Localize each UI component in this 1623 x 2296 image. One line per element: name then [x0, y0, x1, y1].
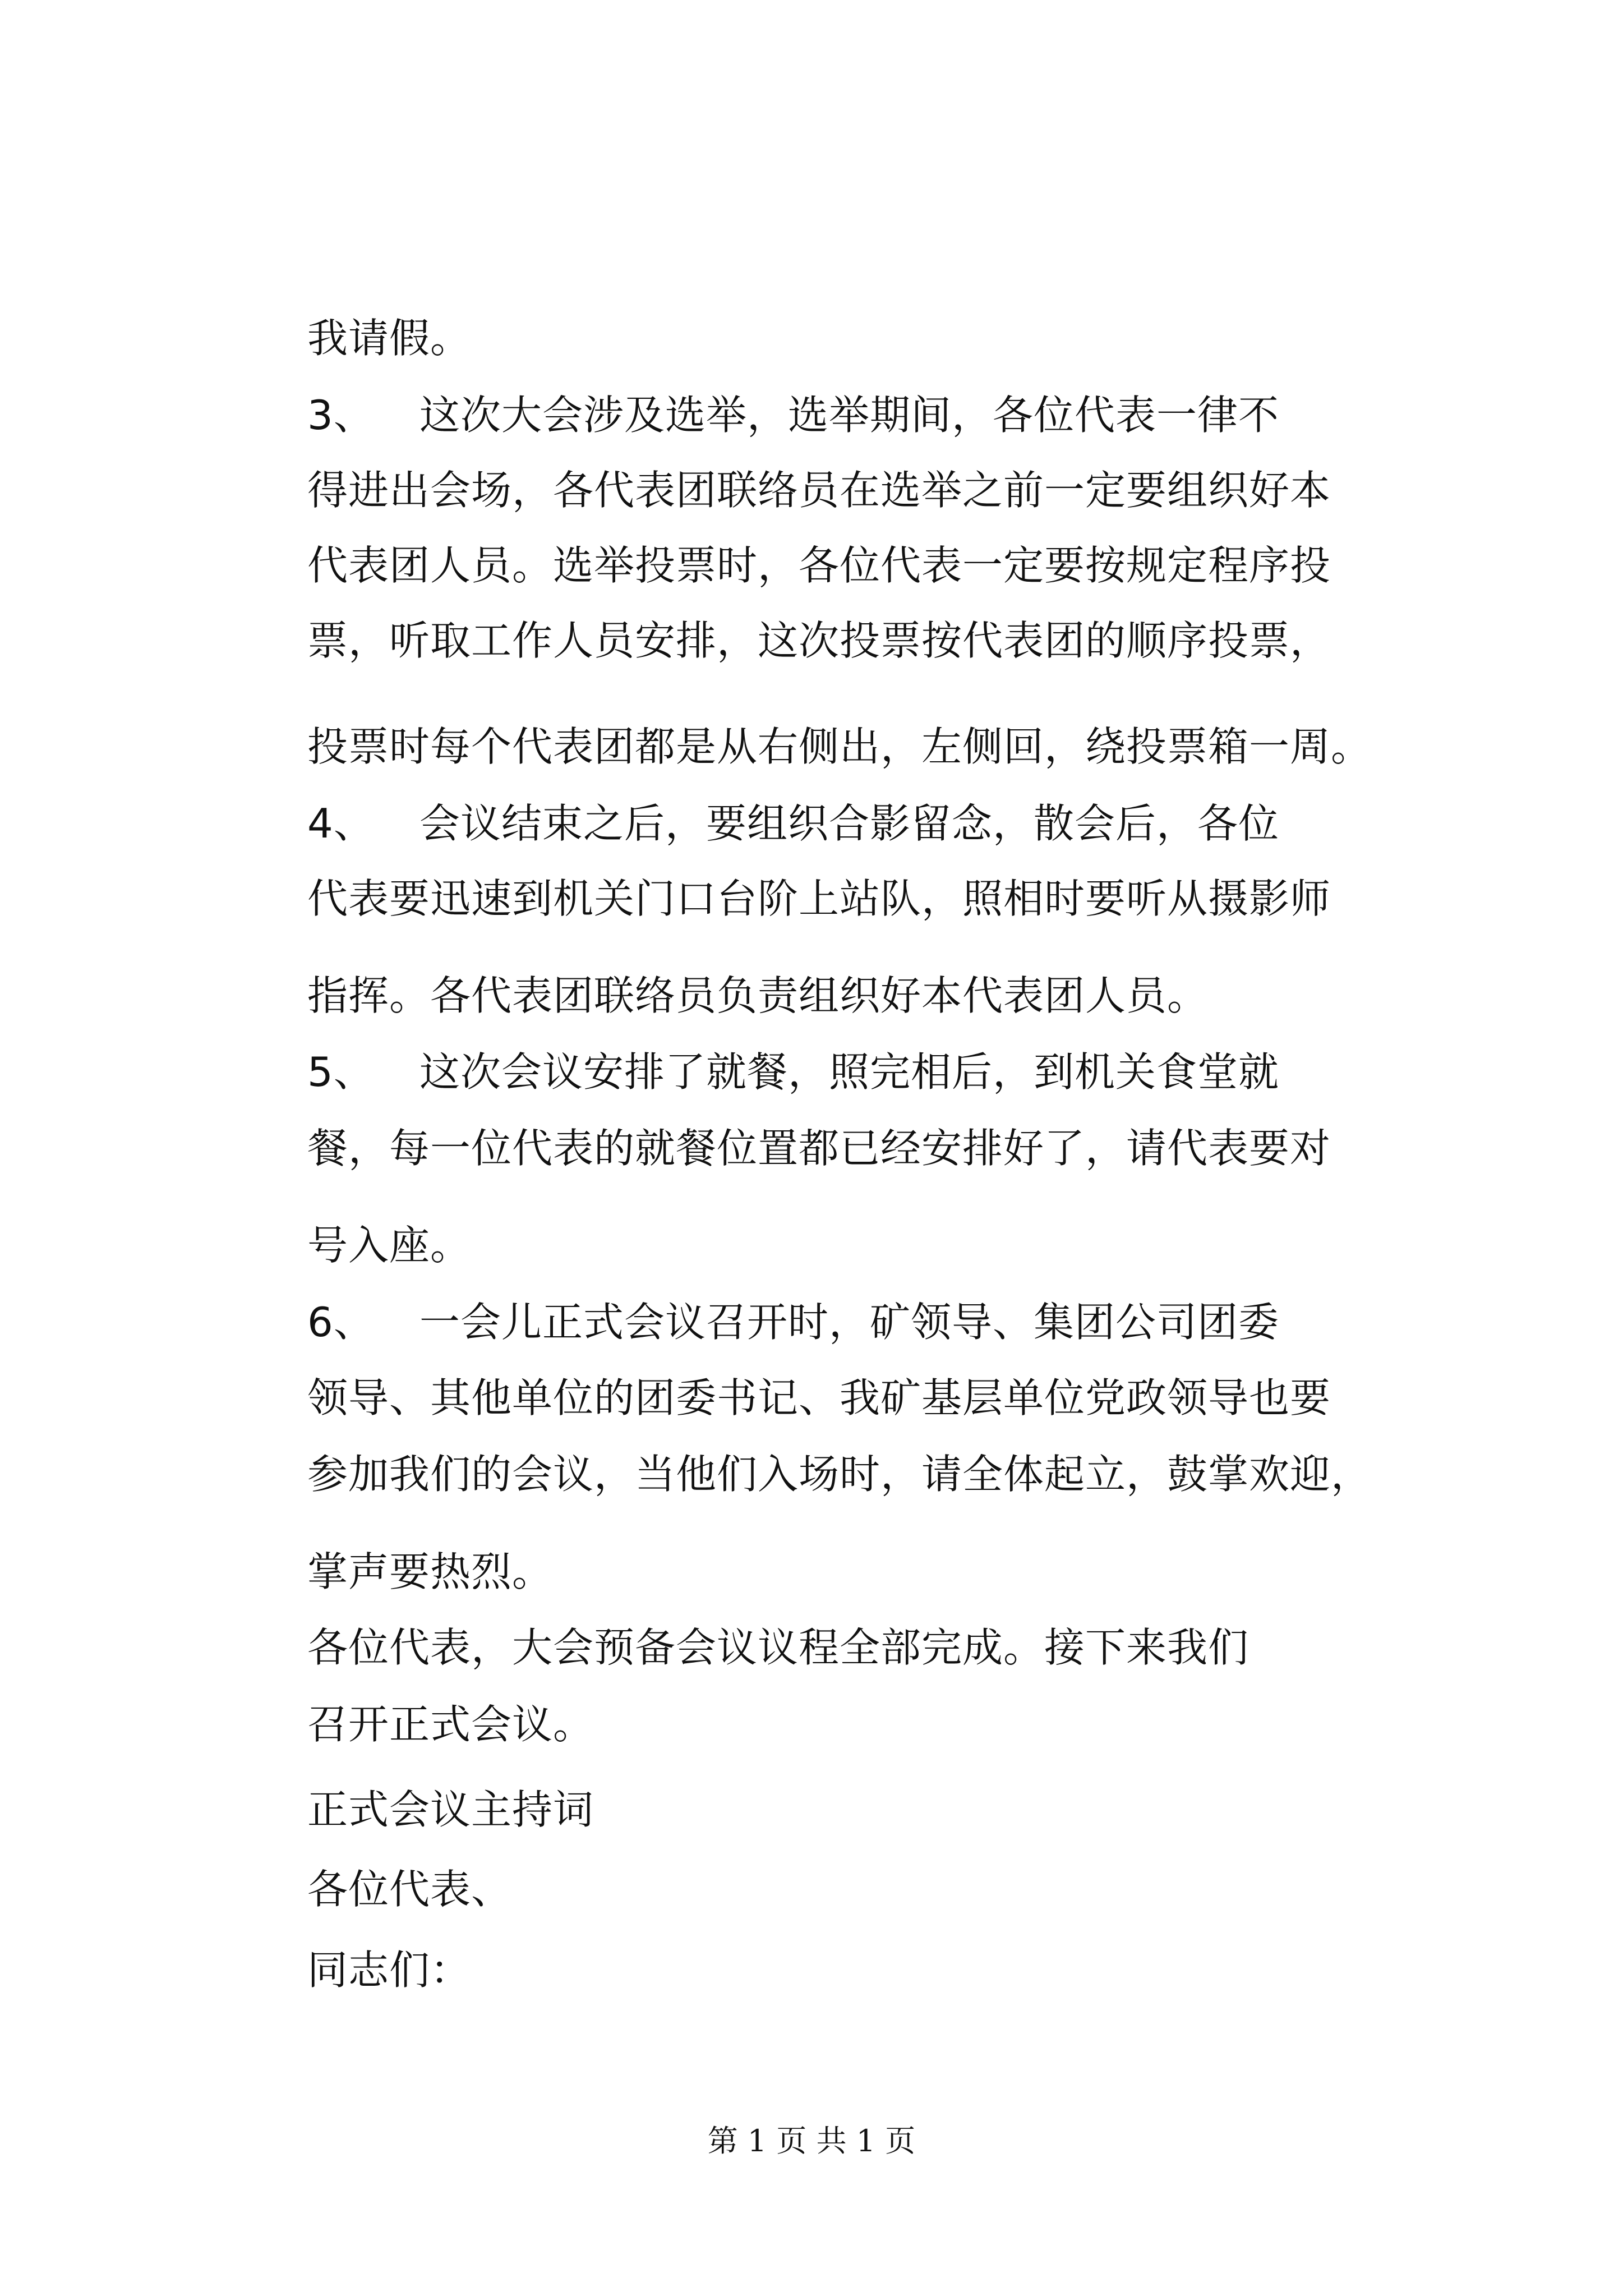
text-line: 代表团人员。选举投票时，各位代表一定要按规定程序投 — [307, 542, 1331, 589]
text-line: 领导、其他单位的团委书记、我矿基层单位党政领导也要 — [307, 1374, 1331, 1421]
item-number: 4、 — [307, 800, 375, 847]
numbered-item-4 — [307, 797, 1279, 850]
item-number: 5、 — [307, 1048, 375, 1096]
text-line: 同志们： — [307, 1947, 472, 1994]
text-line: 投票时每个代表团都是从右侧出，左侧回，绕投票箱一周。 — [307, 723, 1372, 770]
text-line: 号入座。 — [307, 1222, 472, 1269]
numbered-item-5 — [307, 1045, 1279, 1099]
item-number: 3、 — [307, 392, 375, 439]
numbered-item-6 — [307, 1295, 1279, 1349]
text-line: 票，听取工作人员安排，这次投票按代表团的顺序投票， — [307, 617, 1331, 664]
item-text: 会议结束之后，要组织合影留念，散会后，各位 — [419, 800, 1280, 847]
text-line: 各位代表，大会预备会议议程全部完成。接下来我们 — [307, 1624, 1249, 1671]
text-line: 正式会议主持词 — [307, 1786, 594, 1833]
item-text: 这次会议安排了就餐，照完相后，到机关食堂就 — [419, 1048, 1280, 1096]
text-line: 各位代表、 — [307, 1866, 513, 1913]
text-line: 掌声要热烈。 — [307, 1548, 554, 1595]
item-text: 一会儿正式会议召开时，矿领导、集团公司团委 — [419, 1299, 1280, 1346]
page-footer — [0, 2122, 1623, 2161]
numbered-item-3 — [307, 388, 1279, 442]
text-line: 指挥。各代表团联络员负责组织好本代表团人员。 — [307, 972, 1209, 1019]
text-line: 召开正式会议。 — [307, 1701, 594, 1748]
text-line: 参加我们的会议，当他们入场时，请全体起立，鼓掌欢迎， — [307, 1451, 1372, 1498]
item-number: 6、 — [307, 1299, 375, 1346]
text-line: 餐，每一位代表的就餐位置都已经安排好了，请代表要对 — [307, 1125, 1331, 1172]
item-text: 这次大会涉及选举，选举期间，各位代表一律不 — [419, 392, 1280, 439]
text-line: 我请假。 — [307, 315, 472, 362]
text-line: 代表要迅速到机关门口台阶上站队，照相时要听从摄影师 — [307, 875, 1331, 922]
text-line: 得进出会场，各代表团联络员在选举之前一定要组织好本 — [307, 467, 1331, 514]
page-number-label: 第 1 页 共 1 页 — [707, 2123, 916, 2159]
